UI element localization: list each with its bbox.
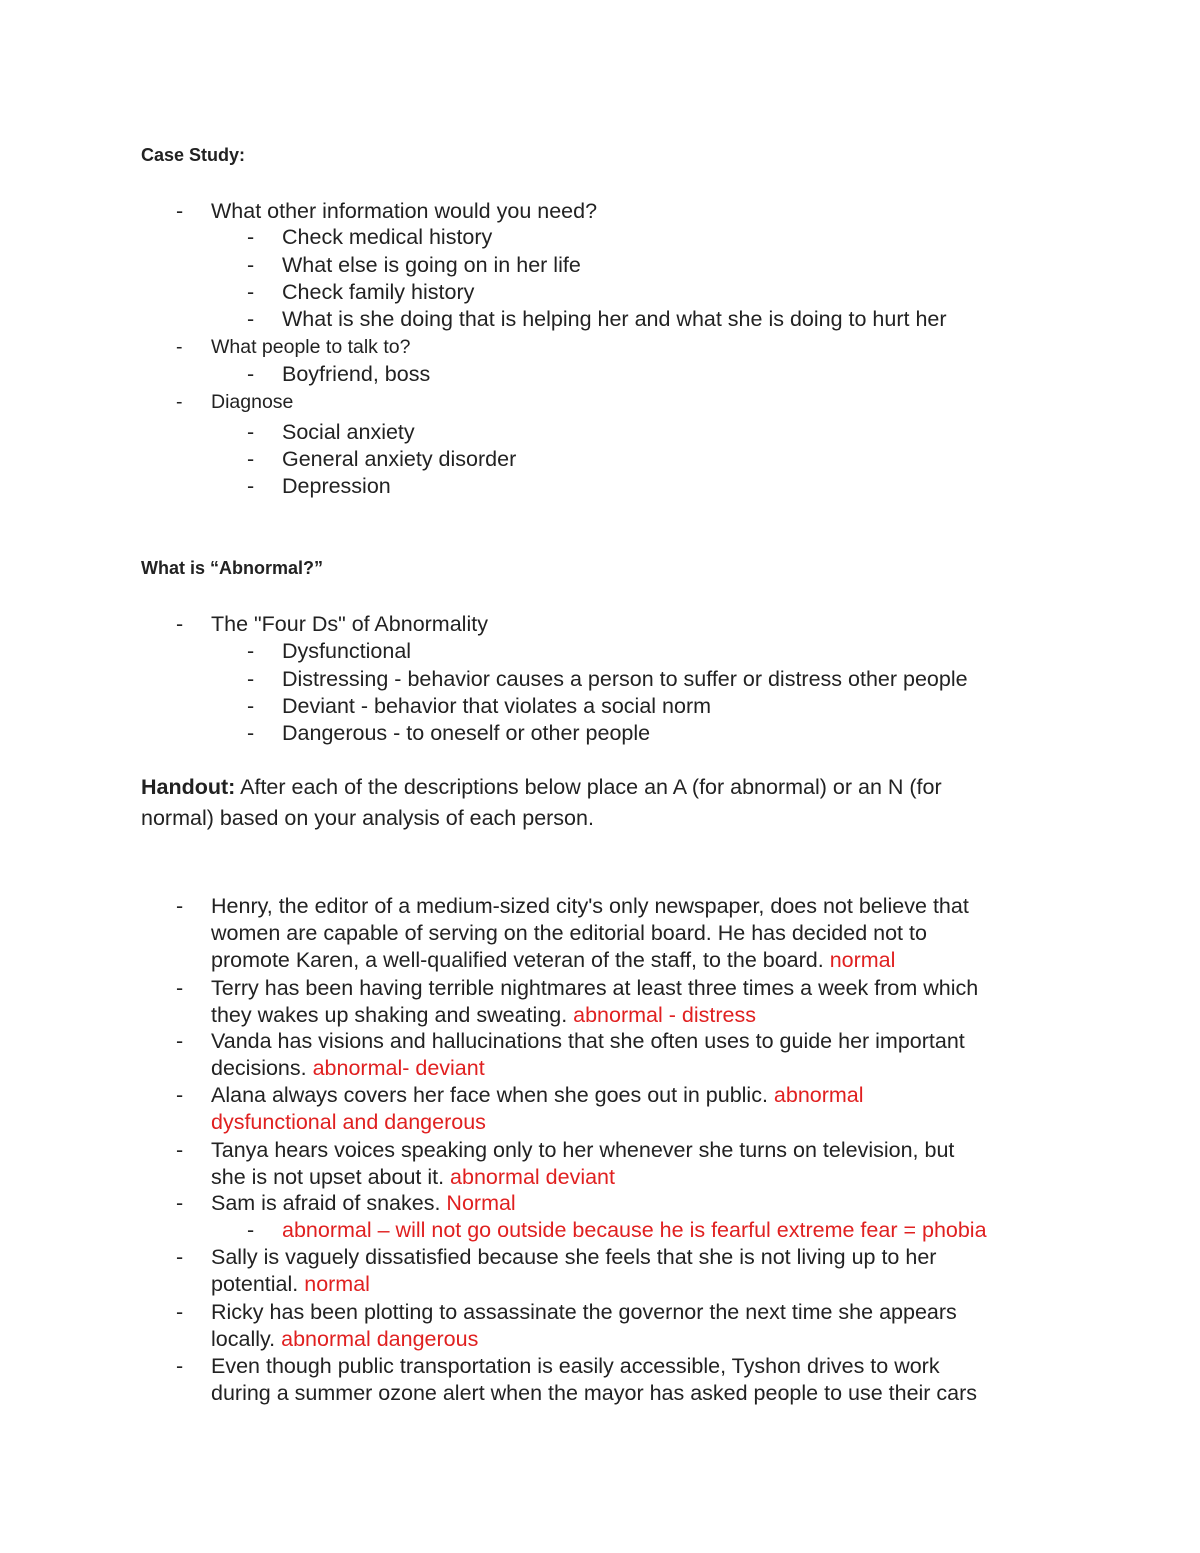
case-study-heading: Case Study:	[141, 145, 246, 165]
answer-text: dysfunctional and dangerous	[211, 1110, 486, 1134]
answer-text: normal	[829, 948, 896, 972]
case-sam: - Sam is afraid of snakes. Normal	[176, 1191, 516, 1215]
answer-text: abnormal - distress	[573, 1003, 756, 1027]
case-sally: - Sally is vaguely dissatisfied because she feels that she is not living up to her potential. normal	[176, 1245, 937, 1296]
question-diagnose: Diagnose	[211, 391, 294, 413]
case-ricky: - Ricky has been plotting to assassinate the governor the next time she appears locally. abnormal dangerous	[176, 1300, 957, 1351]
document-page: Case Study: - What other information would you need? - Check medical history - What else is going on in her life - Check family history - What is she doing that is helping her and what she is doing to hurt her - What people to talk to? - Boyfriend, boss - Diagnose - Social anxiety - General anxiety disorder - Depression What is “Abnormal?” - The "Four Ds" of Abnormality - Dysfunctional - Distressing - behavior causes a person to suffer or distress other people - Deviant - behavior that violates a social norm - Dangerous - to oneself or other people Handout: After each of the descriptions below place an A (for abnormal) or an N (for normal) based on your analysis of each person. - Henry, the editor of a medium-sized city's only newspaper, does not believe that women are capable of serving on the editorial board. He has decided not to promote Karen, a well-qualified veteran of the staff, to the board. normal - Terry has been having terrible nightmares at least three times a week from which they wakes up shaking and sweating. abnormal - distress - Vanda has visions and hallucinations that she often uses to guide her important decisions. abnormal- deviant - Alana always covers her face when she goes out in public. abnormal dysfunctional and dangerous - Tanya hears voices speaking only to her whenever she turns on television, but she is not upset about it. abnormal deviant - Sam is afraid of snakes. Normal - abnormal – will not go outside because he is fearful extreme fear = phobia - Sally is vaguely dissatisfied because she feels that she is not living up to her potential. normal - Ricky has been plotting to assassinate the governor the next time she appears locally. abnormal dangerous - Even though public transportation is easily accessible, Tyshon drives to work during a summer ozone alert when the mayor has asked people to use their cars	[0, 0, 1200, 1553]
case-henry: - Henry, the editor of a medium-sized city's only newspaper, does not believe that women are capable of serving on the editorial board. He has decided not to promote Karen, a well-qualified veteran of the staff, to the board. normal	[176, 894, 969, 972]
answer-text: abnormal- deviant	[312, 1056, 485, 1080]
answer-text: Normal	[446, 1191, 516, 1215]
answer-text: abnormal	[773, 1083, 864, 1107]
case-vanda: - Vanda has visions and hallucinations that she often uses to guide her important decisions. abnormal- deviant	[176, 1029, 965, 1080]
abnormal-heading: What is “Abnormal?”	[141, 558, 324, 578]
answer-text: normal	[304, 1272, 370, 1296]
handout-paragraph: Handout: After each of the descriptions below place an A (for abnormal) or an N (for normal) based on your analysis of each person.	[141, 775, 942, 830]
case-tyshon: - Even though public transportation is easily accessible, Tyshon drives to work during a summer ozone alert when the mayor has asked people to use their cars	[176, 1354, 978, 1405]
question-people: What people to talk to?	[211, 336, 411, 358]
four-ds-title: The "Four Ds" of Abnormality	[211, 612, 488, 636]
answer-text: abnormal – will not go outside because he is fearful extreme fear = phobia	[282, 1218, 987, 1242]
answer-text: abnormal dangerous	[281, 1327, 479, 1351]
case-terry: - Terry has been having terrible nightmares at least three times a week from which they wakes up shaking and sweating. abnormal - distress	[176, 976, 979, 1027]
case-alana: - Alana always covers her face when she goes out in public. abnormal dysfunctional and dangerous	[176, 1082, 1076, 1136]
handout-label: Handout:	[141, 775, 236, 799]
answer-text: abnormal deviant	[450, 1165, 615, 1189]
question-info: What other information would you need?	[211, 199, 598, 223]
case-tanya: - Tanya hears voices speaking only to her whenever she turns on television, but she is not upset about it. abnormal deviant	[176, 1138, 955, 1189]
